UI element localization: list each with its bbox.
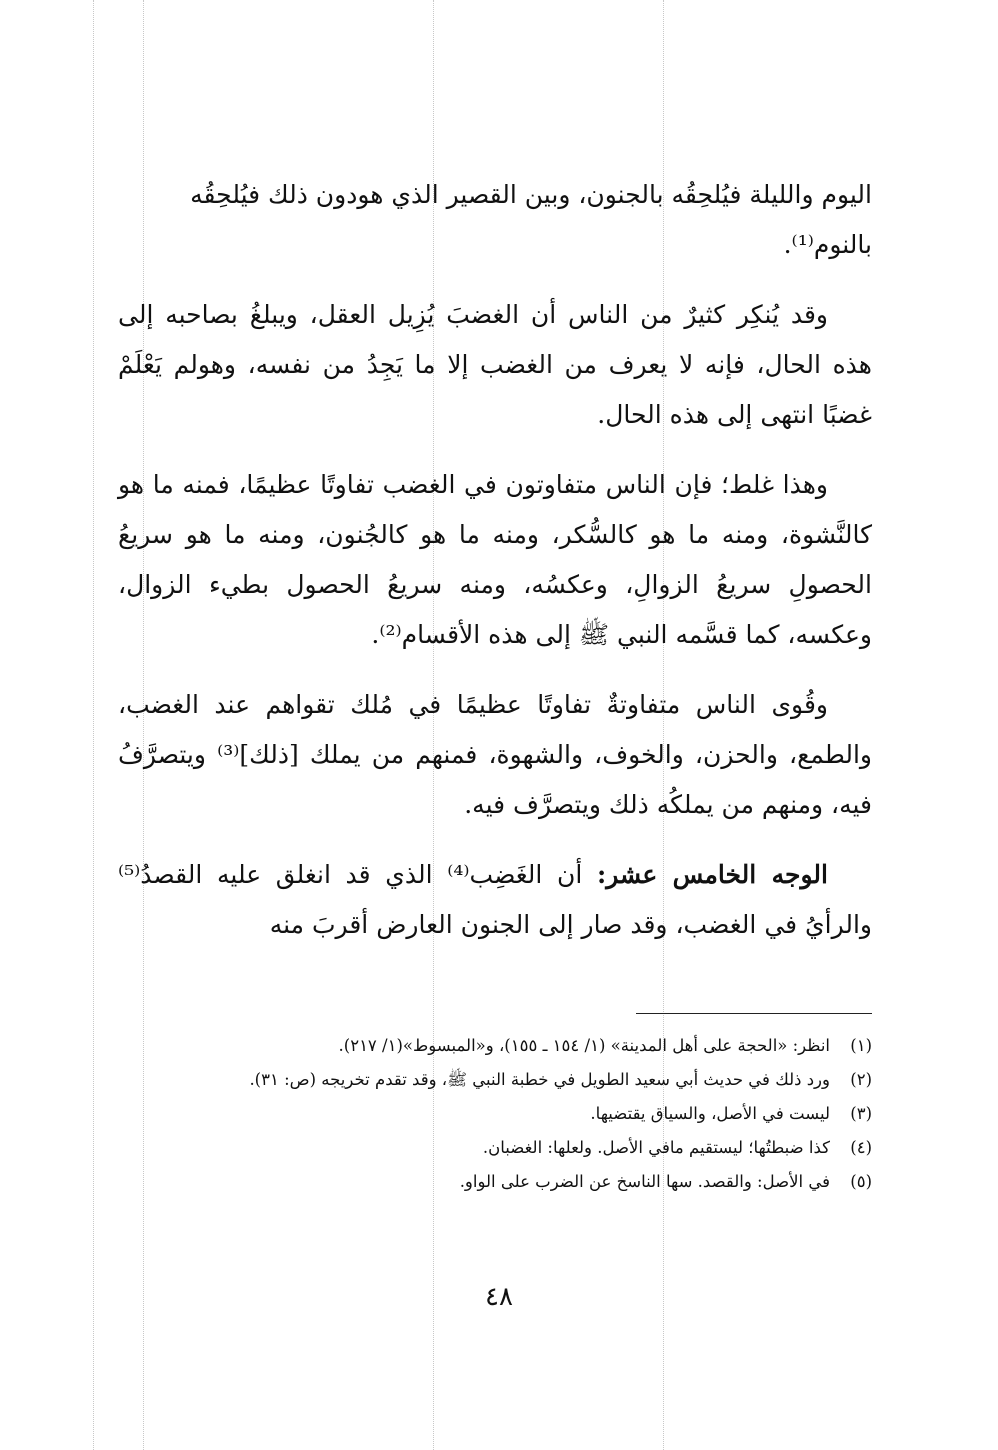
main-text xyxy=(118,170,872,970)
footnotes xyxy=(118,1030,872,1200)
footnote xyxy=(118,1166,872,1197)
text-line: وقد يُنكِر كثيرٌ من الناس أن الغضبَ يُزِيل العقل، ويبلغُ بصاحبه xyxy=(165,300,828,329)
footnote xyxy=(118,1064,872,1095)
text-line: يَعْلَمْ غضبًا انتهى إلى هذه الحال. xyxy=(118,350,872,429)
footnote-number: (١) xyxy=(850,1036,872,1055)
footnote-text: في الأصل: والقصد. سها الناسخ عن الضرب على الواو. xyxy=(459,1172,830,1191)
page-number: ٤٨ xyxy=(485,1282,513,1312)
section-heading: الوجه الخامس عشر: xyxy=(597,860,828,889)
footnote xyxy=(118,1132,872,1163)
footnote xyxy=(118,1030,872,1061)
paragraph xyxy=(118,290,872,440)
footnote-number: (٤) xyxy=(850,1138,872,1157)
paragraph xyxy=(118,170,872,270)
footnote-number: (٥) xyxy=(850,1172,872,1191)
text-line: أن الغَضِب⁽⁴⁾ الذي قد انغلق عليه xyxy=(217,860,597,889)
paragraph xyxy=(118,850,872,950)
text-line: الزوال، وعكسه، كما قسَّمه النبي ﷺ إلى هذه الأقسام⁽²⁾. xyxy=(118,570,872,649)
text-line: سريعُ الحصولِ سريعُ الزوالِ، وعكسُه، ومنه سريعُ الحصول بطيء xyxy=(118,520,872,599)
text-line: إلى هذه الحال، فإنه لا يعرف من الغضب إلا ما يَجِدُ من نفسه، وهولم xyxy=(118,300,872,379)
text-line: وقُوى الناس متفاوتةٌ تفاوتًا عظيمًا في مُلك تقواهم عند الغضب، xyxy=(118,690,828,719)
paragraph xyxy=(118,460,872,660)
footnote xyxy=(118,1098,872,1129)
text-line: وهذا غلط؛ فإن الناس متفاوتون في الغضب تفاوتًا عظيمًا، فمنه xyxy=(182,470,828,499)
footnote-text: ورد ذلك في حديث أبي سعيد الطويل في خطبة النبي ﷺ، وقد تقدم تخريجه (ص: ٣١). xyxy=(249,1070,830,1089)
text-line: القصدُ⁽⁵⁾ والرأيُ في الغضب، وقد صار إلى الجنون العارض أقربَ منه xyxy=(118,860,872,939)
footnote-separator xyxy=(636,1013,872,1014)
text-line: اليوم والليلة فيُلحِقُه بالجنون، وبين القصير الذي هودون ذلك فيُلحِقُه xyxy=(190,180,872,209)
text-line: بالنوم⁽¹⁾. xyxy=(783,230,872,259)
footnote-number: (٢) xyxy=(850,1070,872,1089)
footnote-text: كذا ضبطتُها؛ ليستقيم مافي الأصل. ولعلها: الغضبان. xyxy=(482,1138,830,1157)
paragraph xyxy=(118,680,872,830)
footnote-text: ليست في الأصل، والسياق يقتضيها. xyxy=(590,1104,830,1123)
footnote-text: انظر: «الحجة على أهل المدينة» (١/ ١٥٤ ـ ١٥٥)، و«المبسوط»(١/ ٢١٧). xyxy=(338,1036,830,1055)
text-line: ما هو كالنَّشوة، ومنه ما هو كالسُّكر، ومنه ما هو كالجُنون، ومنه ما هو xyxy=(118,470,872,549)
scan-artifact-line xyxy=(93,0,94,1450)
text-line: والطمع، والحزن، والخوف، والشهوة، فمنهم من يملك [ذلك]⁽³⁾ xyxy=(217,740,872,769)
text-line: ويتصرَّفُ فيه، ومنهم من يملكُه ذلك ويتصرَّف فيه. xyxy=(118,740,872,819)
footnote-number: (٣) xyxy=(850,1104,872,1123)
